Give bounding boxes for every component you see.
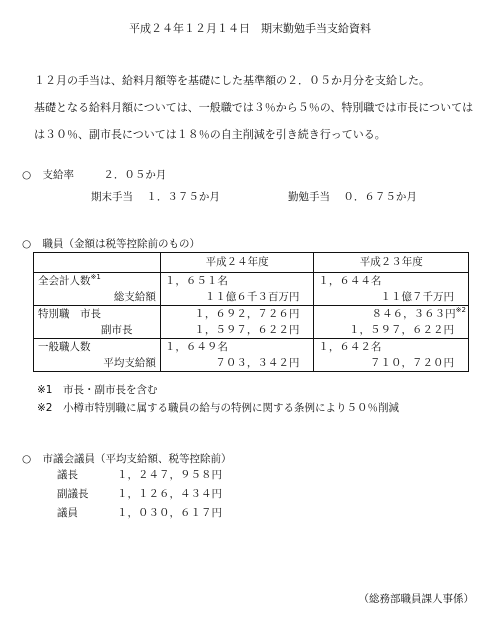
- table-row: [34, 273, 469, 306]
- cell-value: １，５９７，６２２円: [349, 324, 454, 336]
- row-label: 全会計人数: [38, 275, 91, 287]
- intro-line-1: １２月の手当は、給料月額等を基礎にした基準額の２．０５か月分を支給した。: [34, 74, 430, 87]
- cell-value: ７１０，７２０円: [370, 357, 454, 369]
- staff-heading-row: [22, 236, 200, 251]
- kinben-label: 勤勉手当: [288, 191, 330, 203]
- footnote-2: ※2 小樽市特別職に属する職員の給与の特例に関する条例により５０％削減: [37, 402, 399, 414]
- table-header-row: [34, 253, 469, 273]
- department-footer: （総務部職員課人事係）: [358, 593, 474, 605]
- footnote-1: ※1 市長・副市長を含む: [37, 384, 158, 396]
- bullet-circle-icon: ○: [22, 238, 32, 250]
- cell-value: ８４６，３６３円: [371, 308, 456, 320]
- rate-heading-row: [22, 167, 166, 182]
- council-row-member: [57, 505, 222, 520]
- kimatsu-row: [91, 189, 220, 204]
- cell-value: １，６４４名: [318, 275, 382, 287]
- cell-value: １，６４９名: [164, 341, 228, 353]
- bullet-circle-icon: ○: [22, 169, 32, 181]
- staff-heading: 職員（金額は税等控除前のもの）: [42, 238, 201, 250]
- council-heading-row: [22, 451, 232, 466]
- table-header-h24: 平成２４年度: [160, 253, 314, 273]
- council-label: 副議長: [57, 488, 89, 500]
- kinben-value: ０．６７５か月: [343, 191, 417, 203]
- cell-value: １，５９７，６２２円: [194, 324, 300, 336]
- cell-value: １，６５１名: [164, 275, 228, 287]
- row-sublabel: 副市長: [101, 324, 133, 336]
- document-title: 平成２４年１２月１４日 期末勤勉手当支給資料: [129, 22, 371, 35]
- council-label: 議員: [57, 507, 78, 519]
- cell-value: ７０３，３４２円: [215, 357, 300, 369]
- table-header-h23: 平成２３年度: [314, 253, 469, 273]
- row-label: 特別職 市長: [38, 308, 101, 320]
- council-value: １，０３０，６１７円: [117, 507, 222, 519]
- table-header-empty: [34, 253, 161, 273]
- council-heading: 市議会議員（平均支給額、税等控除前）: [42, 453, 232, 465]
- council-label: 議長: [57, 469, 78, 481]
- rate-heading: 支給率: [42, 169, 75, 181]
- bullet-circle-icon: ○: [22, 453, 32, 465]
- table-row: [34, 339, 469, 372]
- kinben-row: [288, 189, 417, 204]
- cell-value: １１億７千万円: [380, 291, 454, 303]
- rate-value: ２．０５か月: [103, 169, 167, 181]
- council-value: １，２４７，９５８円: [117, 469, 222, 481]
- cell-value: １，６４２名: [318, 341, 382, 353]
- council-value: １，１２６，４３４円: [117, 488, 222, 500]
- cell-value: １，６９２，７２６円: [194, 308, 300, 320]
- council-row-chair: [57, 467, 222, 482]
- kimatsu-label: 期末手当: [91, 191, 133, 203]
- row-label: 一般職人数: [38, 341, 91, 353]
- row-sublabel: 平均支給額: [103, 357, 156, 369]
- council-row-vice-chair: [57, 486, 222, 501]
- kimatsu-value: １．３７５か月: [146, 191, 220, 203]
- table-row: [34, 306, 469, 339]
- footnote-mark: ※2: [455, 306, 466, 314]
- cell-value: １１億６千３百万円: [204, 291, 300, 303]
- footnote-mark: ※1: [90, 273, 101, 281]
- row-sublabel: 総支給額: [113, 291, 156, 303]
- intro-line-3: は３０％、副市長については１８％の自主削減を引き続き行っている。: [34, 128, 386, 141]
- intro-line-2: 基礎となる給料月額については、一般職では３％から５％の、特別職では市長については: [34, 101, 474, 114]
- staff-table: [33, 252, 469, 372]
